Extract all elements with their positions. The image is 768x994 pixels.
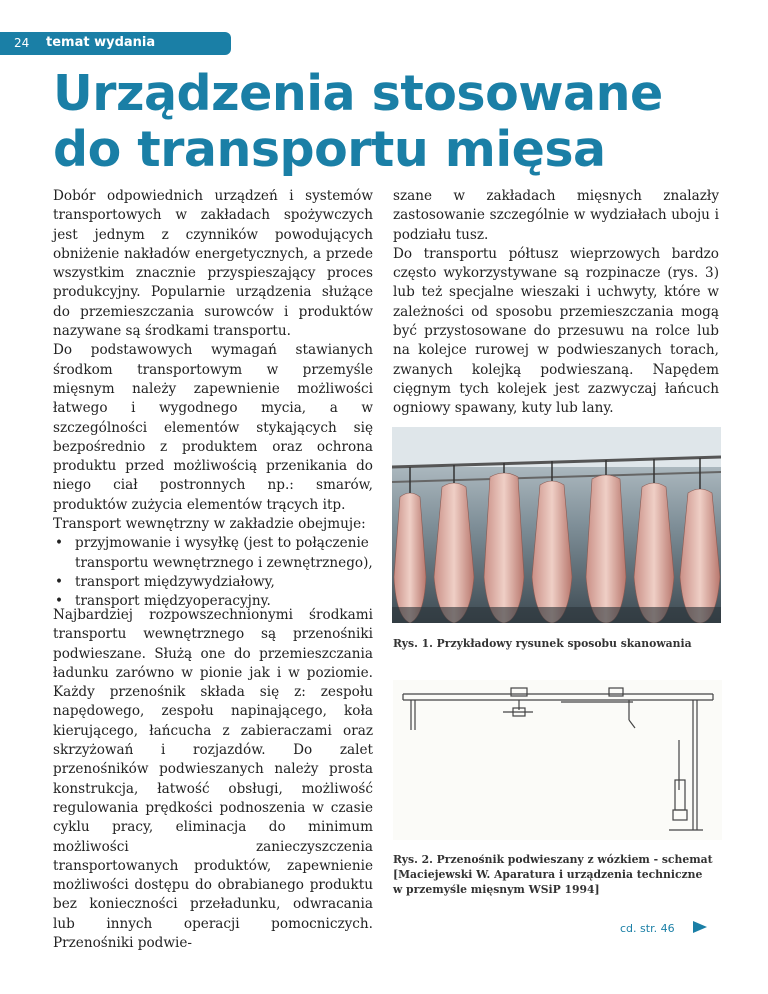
bullet-icon: • [55, 535, 64, 552]
paragraph-intro: Dobór odpowiednich urządzeń i systemów transportowych w zakładach spożywczych jest jednym z czynników powodujących obniżenie nakładów energetycznych, a przede wszystkim znacznie przyspieszający proces produkcyjny. Popularnie urządzenia służące do przemieszczania surowców i produktów nazywane są środkami transportu. [53, 188, 373, 340]
carcass-photo [392, 427, 721, 623]
conveyor-diagram [393, 680, 722, 840]
transport-list [53, 534, 373, 611]
section-label: temat wydania [46, 35, 156, 50]
arrow-right-icon[interactable] [693, 921, 707, 933]
figure-2-caption-line: Rys. 2. Przenośnik podwieszany z wózkiem - schemat [393, 853, 713, 866]
list-item-text: przyjmowanie i wysyłkę (jest to połączenie transportu wewnętrznego i zewnętrznego), [75, 535, 373, 571]
paragraph-requirements: Do podstawowych wymagań stawianych środkom transportowym w przemyśle mięsnym należy zapewnienie możliwości łatwego i wygodnego mycia, a w szczególności elementów stykających się bezpośrednio z produktem oraz ochrona produktu przed możliwością przenikania do niego ciał postronnych np.: smarów, produktów zużycia elementów trących itp. [53, 342, 373, 513]
figure-2-caption [393, 852, 723, 897]
right-column-top [393, 187, 719, 419]
paragraph-transport-scope: Transport wewnętrzny w zakładzie obejmuje: [53, 516, 366, 533]
paragraph-conveyors: Najbardziej rozpowszechnionymi środkami transportu wewnętrznego są przenośniki podwieszane. Służą one do przemieszczania ładunku zarówno w pionie jak i w poziomie. Każdy przenośnik składa się z: zespołu napędowego, zespołu napinającego, koła kierującego, łańcucha z zabieraczami oraz skrzyżowań i rozjazdów. Do zalet przenośników podwieszanych należy prosta konstrukcja, łatwość obsługi, możliwość regulowania prędkości podnoszenia w czasie cyklu pracy, eliminacja do minimum możliwości zanieczyszczenia transportowanych produktów, zapewnienie możliwości dostępu do obrabianego produktu bez konieczności przeładunku, odwracania lub innych operacji pomocniczych. Przenośniki podwie- [53, 607, 373, 952]
figure-1-caption: Rys. 1. Przykładowy rysunek sposobu skanowania [393, 637, 692, 650]
figure-2-caption-line: [Maciejewski W. Aparatura i urządzenia techniczne [393, 868, 703, 881]
paragraph-spreaders: Do transportu półtusz wieprzowych bardzo często wykorzystywane są rozpinacze (rys. 3) lub też specjalne wieszaki i uchwyty, które w zależności od sposobu przemieszczania mogą być przystosowane do przesuwu na rolce lub na kolejce rurowej w podwieszanych torach, zwanych kolejką podwieszaną. Napędem cięgnym tych kolejek jest zazwyczaj łańcuch ogniowy spawany, kuty lub lany. [393, 245, 719, 417]
figure-2-caption-line: w przemyśle mięsnym WSiP 1994] [393, 883, 600, 896]
continued-label[interactable]: cd. str. 46 [620, 922, 675, 935]
list-item [53, 573, 373, 592]
left-column-bottom [53, 606, 373, 953]
article-title: Urządzenia stosowane do transportu mięsa [53, 65, 663, 178]
left-column-top [53, 187, 373, 612]
bullet-icon: • [55, 593, 64, 610]
list-item-text: transport międzyoperacyjny. [75, 593, 271, 610]
bullet-icon: • [55, 573, 64, 590]
list-item [53, 534, 373, 573]
paragraph-conveyors-continued: szane w zakładach mięsnych znalazły zastosowanie szczególnie w wydziałach uboju i podziału tusz. [393, 188, 719, 243]
page-number: 24 [14, 36, 30, 50]
list-item-text: transport międzywydziałowy, [75, 573, 275, 590]
